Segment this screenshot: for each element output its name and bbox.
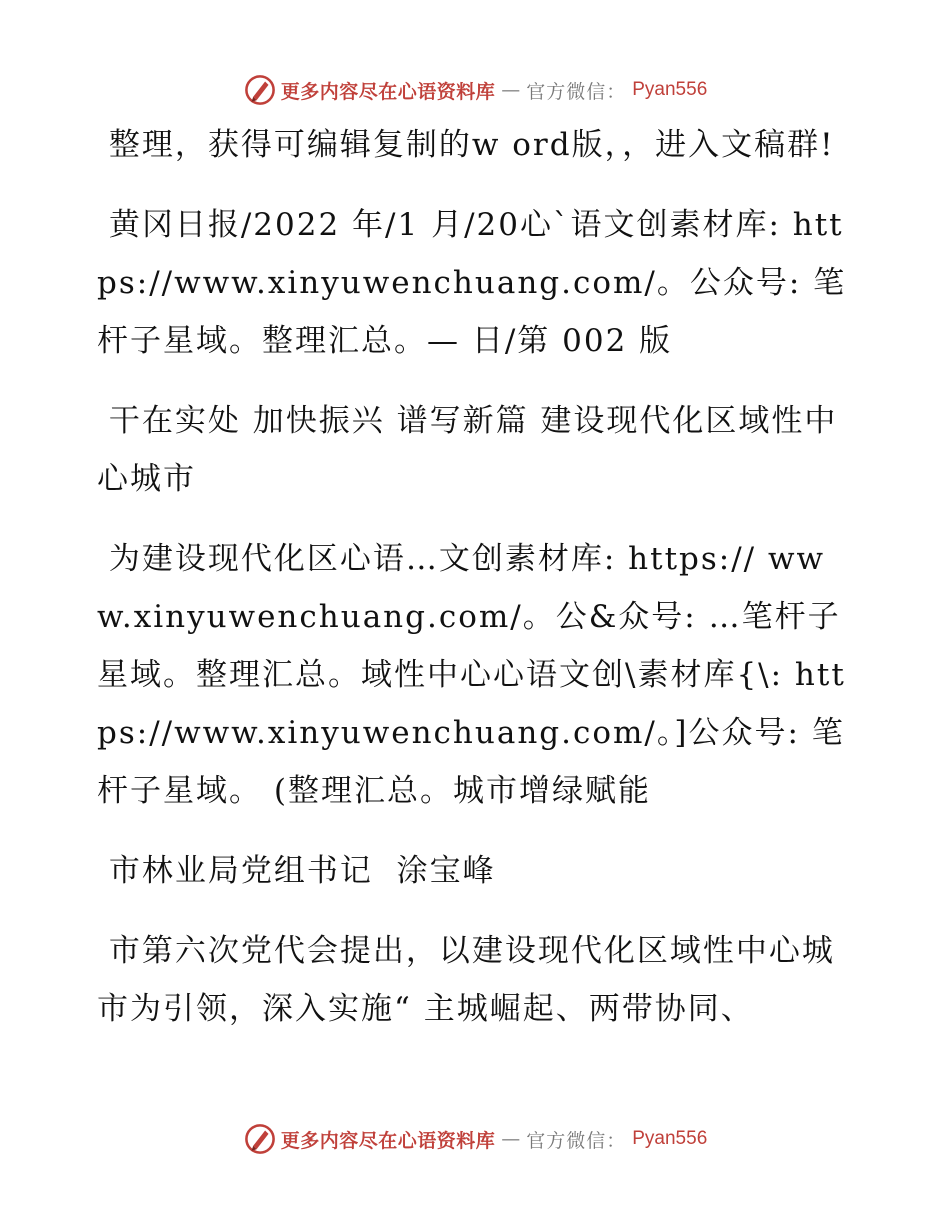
document-body (97, 116, 857, 1060)
paragraph-2: 黄冈日报/2022 年/1 月/20心`语文创素材库: https://www.xinyuwenchuang.com/。公众号: 笔杆子星域。整理汇总。— 日/第 002 版 (97, 207, 847, 359)
header-official-label: 官方微信： (526, 80, 627, 103)
footer-official-label: 官方微信： (526, 1129, 627, 1152)
pen-logo-icon (243, 1122, 277, 1156)
paragraph-5: 市林业局党组书记 涂宝峰 (97, 853, 496, 889)
footer-banner (0, 1119, 950, 1159)
footer-slogan: 更多内容尽在心语资料库 (280, 1129, 496, 1152)
footer-banner-inner (243, 1122, 708, 1156)
pen-logo-icon (243, 73, 277, 107)
paragraph-4: 为建设现代化区心语…文创素材库: https:// www.xinyuwenchuang.com/。公&众号: …笔杆子星域。整理汇总。域性中心心语文创\素材库{\: https://www.xinyuwenchuang.com/。]公众号: 笔杆子星域。 (整理汇总。城市增绿赋能 (97, 541, 846, 809)
footer-dash: — (501, 1128, 521, 1150)
header-dash: — (501, 79, 521, 101)
paragraph-1: 整理，获得可编辑复制的w ord版，，进入文稿群! (97, 127, 835, 163)
header-slogan: 更多内容尽在心语资料库 (280, 80, 496, 103)
header-banner-inner (243, 73, 708, 107)
header-banner (0, 70, 950, 110)
footer-wechat-id: Pyan556 (632, 1128, 708, 1149)
header-wechat-id: Pyan556 (632, 79, 708, 100)
paragraph-6: 市第六次党代会提出，以建设现代化区域性中心城市为引领，深入实施“ 主城崛起、两带协同、 (97, 933, 835, 1027)
paragraph-3: 干在实处 加快振兴 谱写新篇 建设现代化区域性中心城市 (97, 403, 838, 497)
